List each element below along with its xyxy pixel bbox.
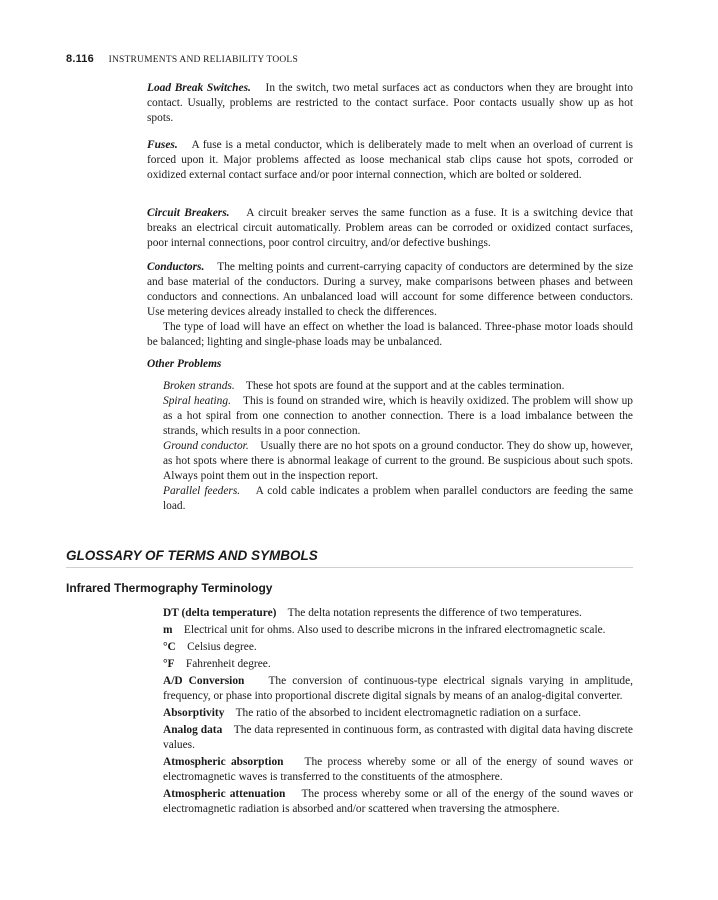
glossary-term: °F — [163, 658, 175, 670]
glossary-definition: Celsius degree. — [187, 641, 257, 653]
item-broken-strands — [147, 379, 633, 394]
glossary-entry — [163, 657, 633, 672]
glossary-term: Analog data — [163, 724, 223, 736]
term-conductors: Conductors. — [147, 261, 205, 273]
text-fuses: A fuse is a metal conductor, which is deliberately made to melt when an overload of current is forced upon it. Major problems affected as loose mechanical stab clips cause hot spots, corroded or oxidized external contact surface and/or poor internal connection, which are bolted or soldered. — [147, 139, 633, 181]
glossary-definition: The data represented in continuous form, as contrasted with digital data having discrete values. — [163, 724, 633, 751]
section-conductors — [147, 260, 633, 350]
glossary-definition: The ratio of the absorbed to incident electromagnetic radiation on a surface. — [235, 707, 581, 719]
glossary-term: m — [163, 624, 173, 636]
glossary-term: Absorptivity — [163, 707, 225, 719]
term-fuses: Fuses. — [147, 139, 178, 151]
text-conductors: The melting points and current-carrying capacity of conductors are determined by the size and base material of the conductors. During a survey, make comparisons between phases and between conductors and connections. An unbalanced load will account for some difference between conductors. Use metering devices already installed to check the differences. — [147, 261, 633, 318]
text-conductors-load: The type of load will have an effect on whether the load is balanced. Three-phase motor loads should be balanced; lighting and single-phase loads may be unbalanced. — [147, 321, 633, 348]
term-ground-conductor: Ground conductor. — [163, 440, 249, 452]
glossary-definition: The process whereby some or all of the energy of sound waves or electromagnetic waves is transferred to the constituents of the atmosphere. — [163, 756, 633, 783]
text-parallel-feeders: A cold cable indicates a problem when parallel conductors are feeding the same load. — [163, 485, 633, 512]
running-title: INSTRUMENTS AND RELIABILITY TOOLS — [108, 55, 298, 65]
glossary-entry — [163, 623, 633, 638]
term-broken-strands: Broken strands. — [163, 380, 235, 392]
heading-other-problems: Other Problems — [147, 358, 222, 370]
glossary-subheading: Infrared Thermography Terminology — [66, 581, 273, 595]
glossary-heading: GLOSSARY OF TERMS AND SYMBOLS — [66, 548, 633, 568]
glossary-entry — [163, 674, 633, 704]
term-spiral-heating: Spiral heating. — [163, 395, 231, 407]
glossary-entry — [163, 640, 633, 655]
glossary-entry — [163, 723, 633, 753]
glossary-definition: Fahrenheit degree. — [185, 658, 271, 670]
glossary-term: DT (delta temperature) — [163, 607, 277, 619]
glossary-term: Atmospheric absorption — [163, 756, 284, 768]
glossary-list — [163, 606, 633, 819]
item-spiral-heating — [147, 394, 633, 439]
term-parallel-feeders: Parallel feeders. — [163, 485, 241, 497]
glossary-definition: The process whereby some or all of the energy of the sound waves or electromagnetic radiation is absorbed and/or scattered when traversing the atmosphere. — [163, 788, 633, 815]
glossary-definition: Electrical unit for ohms. Also used to describe microns in the infrared electromagnetic scale. — [183, 624, 606, 636]
section-load-break-switches — [147, 81, 633, 126]
glossary-entry — [163, 755, 633, 785]
item-ground-conductor — [147, 439, 633, 484]
text-spiral-heating: This is found on stranded wire, which is heavily oxidized. The problem will show up as a hot spiral from one connection to another connection. There is a load imbalance between the strands, which results in a poor connection. — [163, 395, 633, 437]
glossary-entry — [163, 706, 633, 721]
glossary-definition: The delta notation represents the difference of two temperatures. — [287, 607, 582, 619]
glossary-term: °C — [163, 641, 176, 653]
section-fuses — [147, 138, 633, 183]
section-circuit-breakers — [147, 206, 633, 251]
text-load-break-switches: In the switch, two metal surfaces act as conductors when they are brought into contact. Usually, problems are restricted to the contact surface. Poor contacts usually show up as hot spots. — [147, 82, 633, 124]
page-number: 8.116 — [66, 53, 94, 65]
term-circuit-breakers: Circuit Breakers. — [147, 207, 230, 219]
glossary-entry — [163, 606, 633, 621]
glossary-term: Atmospheric attenuation — [163, 788, 286, 800]
text-circuit-breakers: A circuit breaker serves the same function as a fuse. It is a switching device that breaks an electrical circuit automatically. Problem areas can be corroded or oxidized contact surfaces, poor internal connections, poor control circuitry, and/or defective bushings. — [147, 207, 634, 249]
text-broken-strands: These hot spots are found at the support and at the cables termination. — [245, 380, 565, 392]
glossary-entry — [163, 787, 633, 817]
glossary-term: A/D Conversion — [163, 675, 245, 687]
item-parallel-feeders — [147, 484, 633, 514]
glossary-definition: The conversion of continuous-type electrical signals varying in amplitude, frequency, or phase into proportional discrete digital signals by means of an analog-digital converter. — [163, 675, 634, 702]
term-load-break-switches: Load Break Switches. — [147, 82, 251, 94]
page-header — [66, 53, 298, 65]
text-ground-conductor: Usually there are no hot spots on a ground conductor. They do show up, however, as hot spots where there is abnormal leakage of current to the ground. Be suspicious about such spots. Always point them out in the inspection report. — [163, 440, 633, 482]
section-other-problems — [147, 357, 633, 514]
